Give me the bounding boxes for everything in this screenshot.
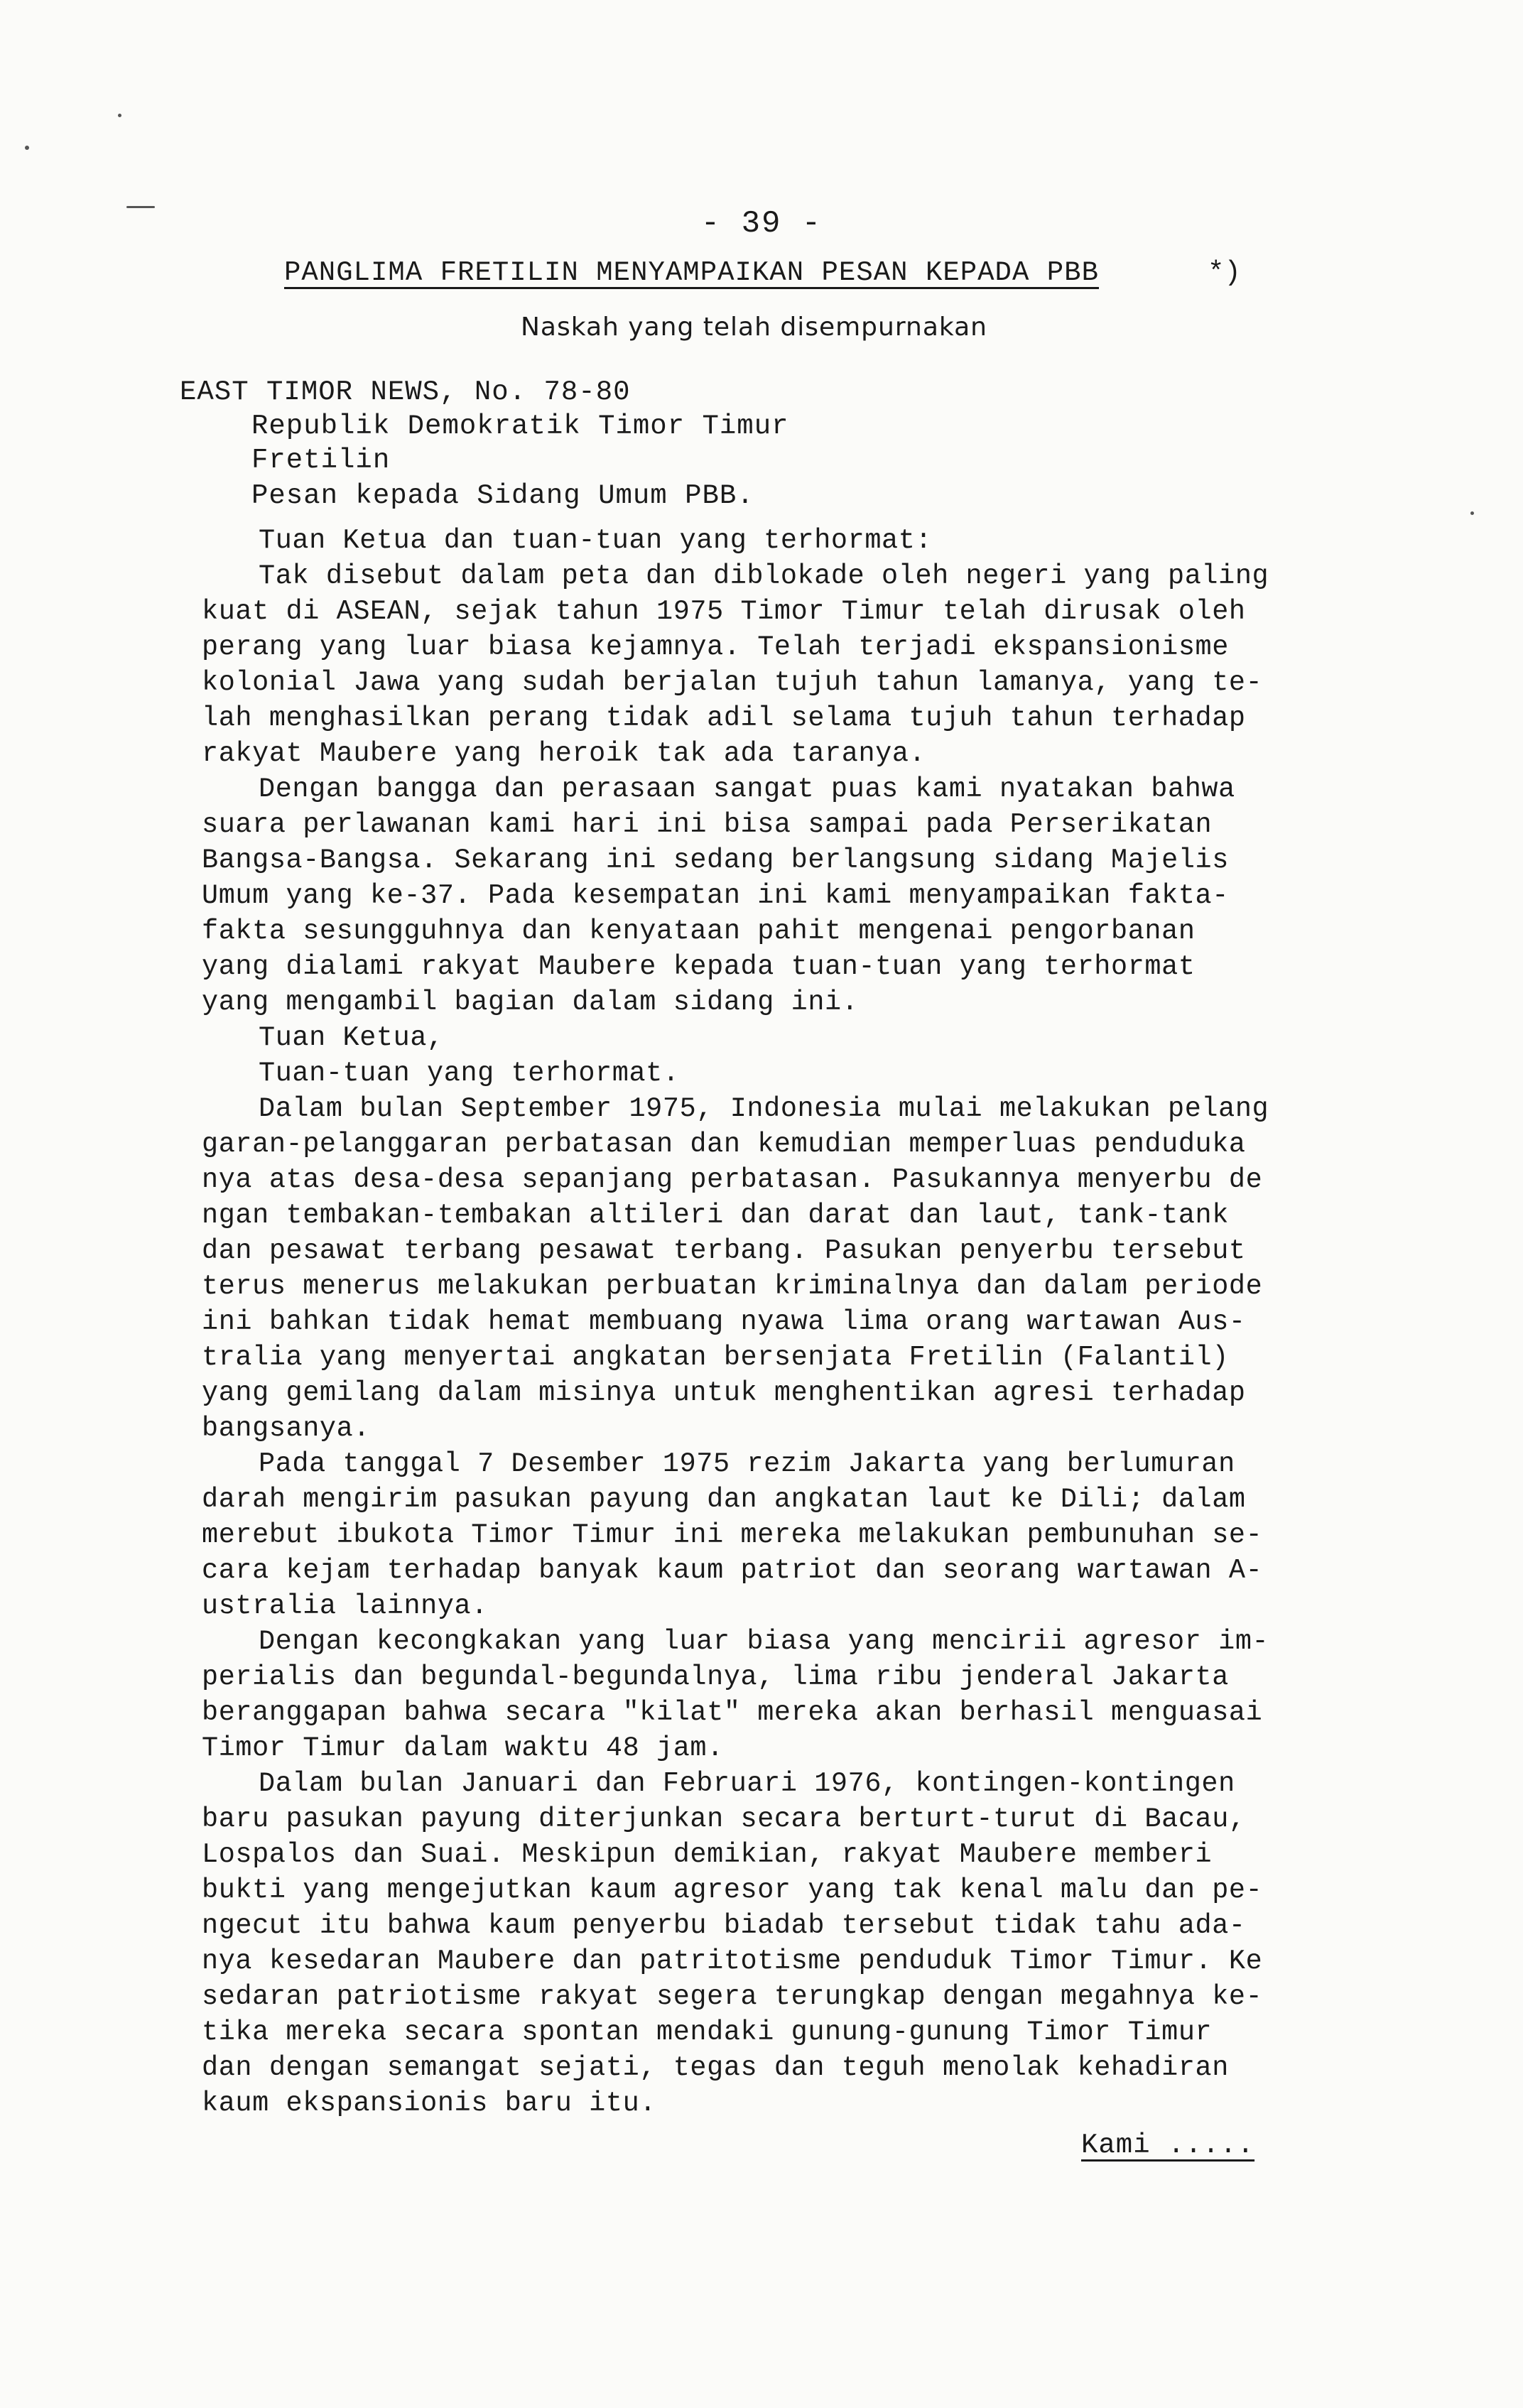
body-line: Tak disebut dalam peta dan diblokade oleh negeri yang paling	[259, 560, 1269, 592]
body-line: nya kesedaran Maubere dan patritotisme penduduk Timor Timur. Ke	[202, 1946, 1263, 1977]
republic-line: Republik Demokratik Timor Timur	[251, 411, 789, 442]
body-line: yang mengambil bagian dalam sidang ini.	[202, 987, 859, 1018]
organization-line: Fretilin	[251, 445, 391, 476]
body-line: perang yang luar biasa kejamnya. Telah terjadi ekspansionisme	[202, 631, 1229, 663]
body-line: Dengan kecongkakan yang luar biasa yang mencirii agresor im-	[259, 1626, 1269, 1657]
document-title: PANGLIMA FRETILIN MENYAMPAIKAN PESAN KEPADA PBB	[284, 257, 1099, 288]
body-line: Bangsa-Bangsa. Sekarang ini sedang berlangsung sidang Majelis	[202, 845, 1229, 876]
body-line: sedaran patriotisme rakyat segera terungkap dengan megahnya ke-	[202, 1981, 1263, 2012]
body-line: tralia yang menyertai angkatan bersenjata Fretilin (Falantil)	[202, 1342, 1229, 1373]
body-line: Lospalos dan Suai. Meskipun demikian, rakyat Maubere memberi	[202, 1839, 1213, 1870]
body-line: perialis dan begundal-begundalnya, lima ribu jenderal Jakarta	[202, 1661, 1229, 1693]
body-line: Pada tanggal 7 Desember 1975 rezim Jakarta yang berlumuran	[259, 1448, 1235, 1480]
body-line: yang dialami rakyat Maubere kepada tuan-tuan yang terhormat	[202, 951, 1196, 982]
body-line: ngan tembakan-tembakan altileri dan darat dan laut, tank-tank	[202, 1200, 1229, 1231]
document-subtitle: Naskah yang telah disempurnakan	[521, 313, 987, 342]
body-line: Dalam bulan September 1975, Indonesia mulai melakukan pelang	[259, 1093, 1269, 1124]
body-line: tika mereka secara spontan mendaki gunung-gunung Timor Timur	[202, 2017, 1213, 2048]
scan-mark	[126, 206, 155, 208]
addressee-line: Pesan kepada Sidang Umum PBB.	[251, 480, 754, 511]
body-line: terus menerus melakukan perbuatan kriminalnya dan dalam periode	[202, 1271, 1263, 1302]
body-line: ustralia lainnya.	[202, 1590, 488, 1622]
body-line: dan pesawat terbang pesawat terbang. Pasukan penyerbu tersebut	[202, 1235, 1246, 1267]
body-line: garan-pelanggaran perbatasan dan kemudian memperluas penduduka	[202, 1129, 1246, 1160]
body-line: kolonial Jawa yang sudah berjalan tujuh tahun lamanya, yang te-	[202, 667, 1263, 698]
footnote-marker: *)	[1208, 257, 1241, 288]
page-number: - 39 -	[700, 206, 823, 242]
body-line: cara kejam terhadap banyak kaum patriot dan seorang wartawan A-	[202, 1555, 1263, 1586]
body-line: rakyat Maubere yang heroik tak ada taranya.	[202, 738, 926, 769]
body-line: ngecut itu bahwa kaum penyerbu biadab tersebut tidak tahu ada-	[202, 1910, 1246, 1941]
body-line: Timor Timur dalam waktu 48 jam.	[202, 1732, 724, 1764]
body-line: Tuan Ketua,	[259, 1022, 444, 1053]
body-line: bangsanya.	[202, 1413, 371, 1444]
body-line: Tuan-tuan yang terhormat.	[259, 1058, 680, 1089]
body-line: fakta sesungguhnya dan kenyataan pahit mengenai pengorbanan	[202, 916, 1196, 947]
scan-speck	[25, 146, 29, 150]
body-line: Dalam bulan Januari dan Februari 1976, kontingen-kontingen	[259, 1768, 1235, 1799]
body-line: dan dengan semangat sejati, tegas dan teguh menolak kehadiran	[202, 2052, 1229, 2083]
body-line: lah menghasilkan perang tidak adil selama tujuh tahun terhadap	[202, 703, 1246, 734]
body-line: kaum ekspansionis baru itu.	[202, 2088, 657, 2119]
body-line: kuat di ASEAN, sejak tahun 1975 Timor Timur telah dirusak oleh	[202, 596, 1246, 627]
body-line: ini bahkan tidak hemat membuang nyawa lima orang wartawan Aus-	[202, 1306, 1246, 1338]
body-line: baru pasukan payung diterjunkan secara berturt-turut di Bacau,	[202, 1804, 1246, 1835]
body-line: bukti yang mengejutkan kaum agresor yang tak kenal malu dan pe-	[202, 1875, 1263, 1906]
scan-speck	[118, 114, 121, 117]
scan-speck	[1470, 511, 1474, 515]
body-line: beranggapan bahwa secara "kilat" mereka akan berhasil menguasai	[202, 1697, 1263, 1728]
letter-body	[202, 523, 1367, 2121]
body-line: nya atas desa-desa sepanjang perbatasan. Pasukannya menyerbu de	[202, 1164, 1263, 1195]
body-line: merebut ibukota Timor Timur ini mereka melakukan pembunuhan se-	[202, 1519, 1263, 1551]
body-line: Tuan Ketua dan tuan-tuan yang terhormat:	[259, 525, 933, 556]
body-line: Umum yang ke-37. Pada kesempatan ini kami menyampaikan fakta-	[202, 880, 1229, 911]
source-line: EAST TIMOR NEWS, No. 78-80	[180, 376, 631, 408]
body-line: darah mengirim pasukan payung dan angkatan laut ke Dili; dalam	[202, 1484, 1246, 1515]
continuation-marker: Kami .....	[1081, 2130, 1255, 2161]
body-line: suara perlawanan kami hari ini bisa sampai pada Perserikatan	[202, 809, 1213, 840]
body-line: Dengan bangga dan perasaan sangat puas kami nyatakan bahwa	[259, 774, 1235, 805]
body-line: yang gemilang dalam misinya untuk menghentikan agresi terhadap	[202, 1377, 1246, 1409]
